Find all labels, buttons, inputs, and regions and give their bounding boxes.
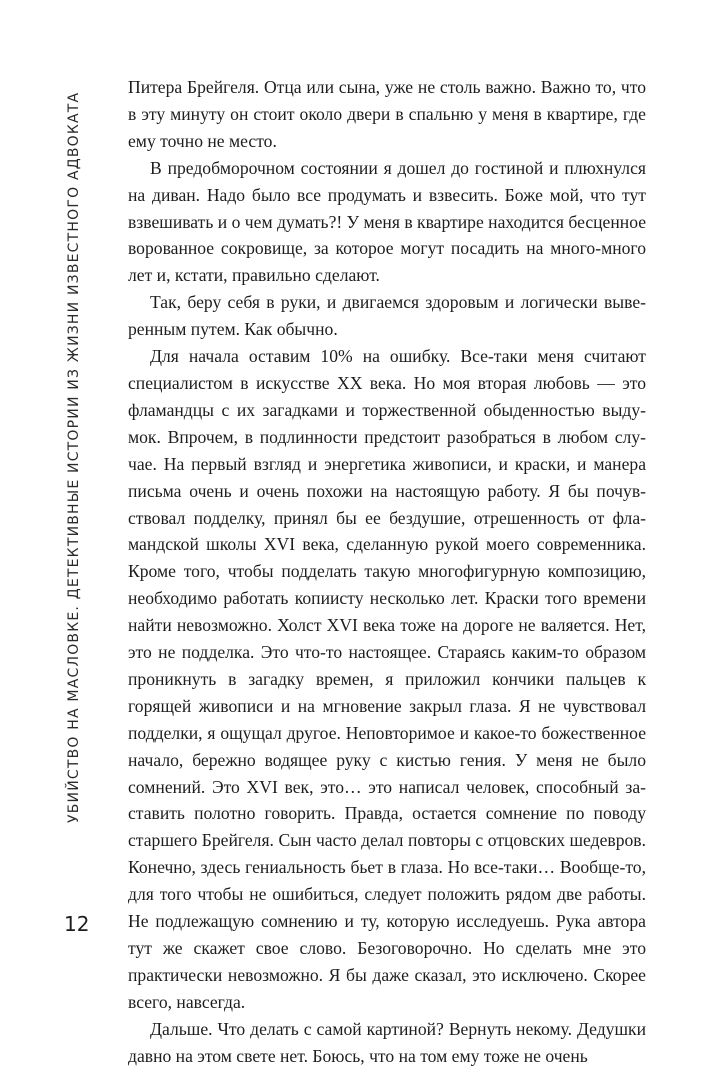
- paragraph-1: Питера Брейгеля. Отца или сына, уже не столь важно. Важно то, что в эту минуту он стоит около двери в спальню у меня в квартире, где ему точно не место.: [128, 77, 646, 151]
- paragraph-5: Дальше. Что делать с самой картиной? Вернуть некому. Дедушки давно на этом свете нет. Боюсь, что на том ему тоже не очень: [128, 1018, 646, 1066]
- paragraph-4: Для начала оставим 10% на ошибку. Все-таки меня считают специалистом в искусстве XX века. Но моя вторая любовь — это фламандцы с их загадками и торжественной обыденностью выдумок. Впрочем, в подлинности предстоит разобраться в любом случае. На первый взгляд и энергетика живописи, и краски, и манера письма очень и очень похожи на настоящую работу. Я бы почувствовал подделку, принял бы ее бездушие, отрешенность от фламандской школы XVI века, сделанную рукой моего современника. Кроме того, чтобы подделать такую многофигурную композицию, необходимо работать копиисту несколько лет. Краски того времени найти невозможно. Холст XVI века тоже на дороге не валяется. Нет, это не подделка. Это что-то настоящее. Стараясь каким-то образом проникнуть в загадку времен, я приложил кончики пальцев к горящей живописи и на мгновение закрыл глаза. Я не чувствовал подделки, я ощущал другое. Неповторимое и какое-то божественное начало, бережно водящее руку с кистью гения. У меня не было сомнений. Это XVI век, это… это написал человек, способный заставить полотно говорить. Правда, остается сомнение по поводу старшего Брейгеля. Сын часто делал повторы с отцовских шедевров. Конечно, здесь гениальность бьет в глаза. Но все-таки… Вообще-то, для того чтобы не ошибиться, следует положить рядом две работы. Не подлежащую сомнению и ту, которую исследуешь. Рука автора тут же скажет свое слово. Безоговорочно. Но сделать мне это практически невозможно. Я бы даже сказал, это исключено. Скорее всего, навсегда.: [128, 346, 646, 1012]
- page-number: 12: [64, 912, 90, 936]
- body-text: [128, 74, 646, 1070]
- paragraph-2: В предобморочном состоянии я дошел до гостиной и плюхнулся на диван. Надо было все продумать и взвесить. Боже мой, что тут взвешивать и о чем думать?! У меня в квартире находится бесценное ворованное сокровище, за которое могут посадить на много-много лет и, кстати, правильно сделают.: [128, 157, 647, 286]
- running-title: УБИЙСТВО НА МАСЛОВКЕ. ДЕТЕКТИВНЫЕ ИСТОРИИ ИЗ ЖИЗНИ ИЗВЕСТНОГО АДВОКАТА: [66, 91, 82, 823]
- paragraph-3: Так, беру себя в руки, и двигаемся здоровым и логически выверенным путем. Как обычно.: [128, 292, 646, 340]
